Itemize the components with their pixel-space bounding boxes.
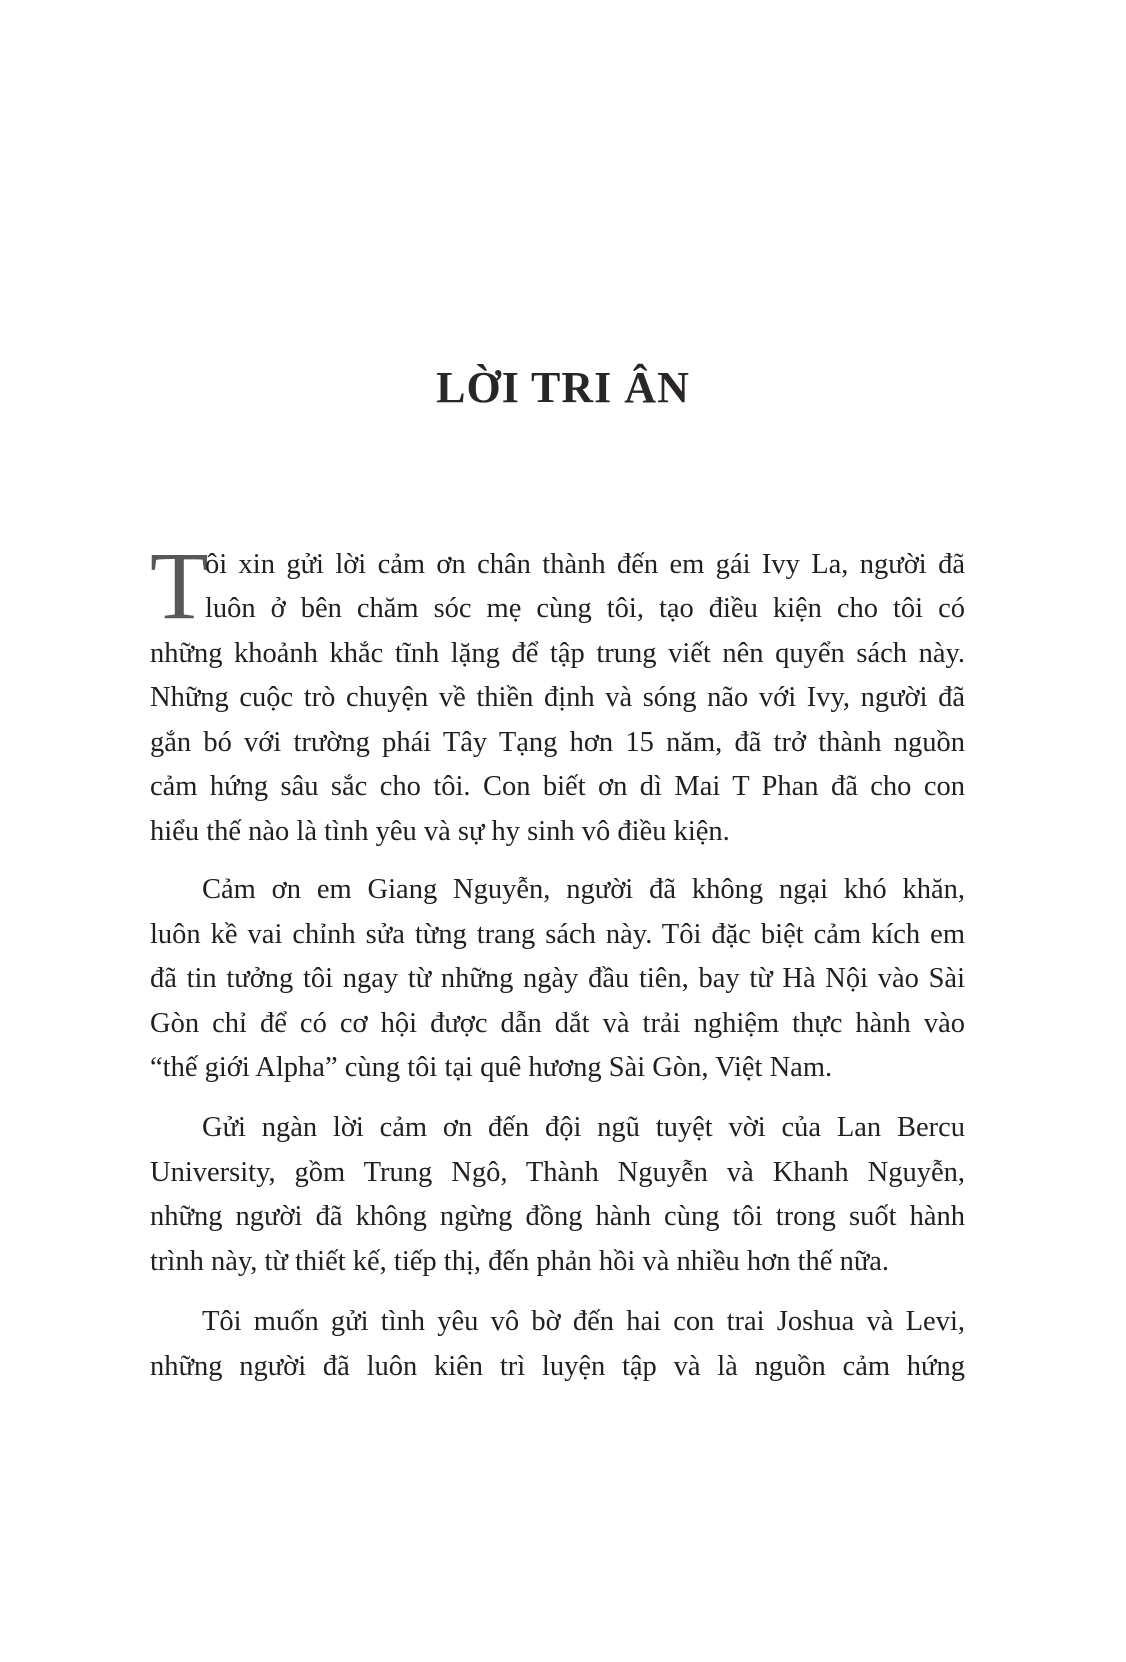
text-line: trình này, từ thiết kế, tiếp thị, đến phản hồi và nhiều hơn thế nữa. [150, 1246, 890, 1277]
text-line: những người đã luôn kiên trì luyện tập và là nguồn cảm hứng [150, 1351, 965, 1382]
text-line: đã tin tưởng tôi ngay từ những ngày đầu tiên, bay từ Hà Nội vào Sài [150, 963, 965, 994]
text-line: luôn ở bên chăm sóc mẹ cùng tôi, tạo điều kiện cho tôi có [205, 593, 965, 624]
text-line: Những cuộc trò chuyện về thiền định và sóng não với Ivy, người đã [150, 682, 965, 713]
text-line: hiểu thế nào là tình yêu và sự hy sinh vô điều kiện. [150, 816, 730, 847]
text-line: cảm hứng sâu sắc cho tôi. Con biết ơn dì Mai T Phan đã cho con [150, 771, 965, 802]
text-line: luôn kề vai chỉnh sửa từng trang sách này. Tôi đặc biệt cảm kích em [150, 919, 965, 950]
drop-cap: T [150, 532, 209, 639]
text-line: Tôi muốn gửi tình yêu vô bờ đến hai con trai Joshua và Levi, [202, 1306, 965, 1337]
page-title: LỜI TRI ÂN [436, 363, 690, 412]
text-line: những khoảnh khắc tĩnh lặng để tập trung viết nên quyển sách này. [150, 638, 965, 669]
text-line: University, gồm Trung Ngô, Thành Nguyễn và Khanh Nguyễn, [150, 1157, 965, 1188]
text-line: gắn bó với trường phái Tây Tạng hơn 15 năm, đã trở thành nguồn [150, 727, 965, 758]
text-line: Gòn chỉ để có cơ hội được dẫn dắt và trải nghiệm thực hành vào [150, 1008, 965, 1039]
text-line: Cảm ơn em Giang Nguyễn, người đã không ngại khó khăn, [202, 874, 965, 905]
text-line: “thế giới Alpha” cùng tôi tại quê hương Sài Gòn, Việt Nam. [150, 1052, 833, 1083]
text-line: Gửi ngàn lời cảm ơn đến đội ngũ tuyệt vời của Lan Bercu [202, 1112, 965, 1143]
text-line: những người đã không ngừng đồng hành cùng tôi trong suốt hành [150, 1201, 965, 1232]
text-line: ôi xin gửi lời cảm ơn chân thành đến em gái Ivy La, người đã [205, 549, 965, 580]
